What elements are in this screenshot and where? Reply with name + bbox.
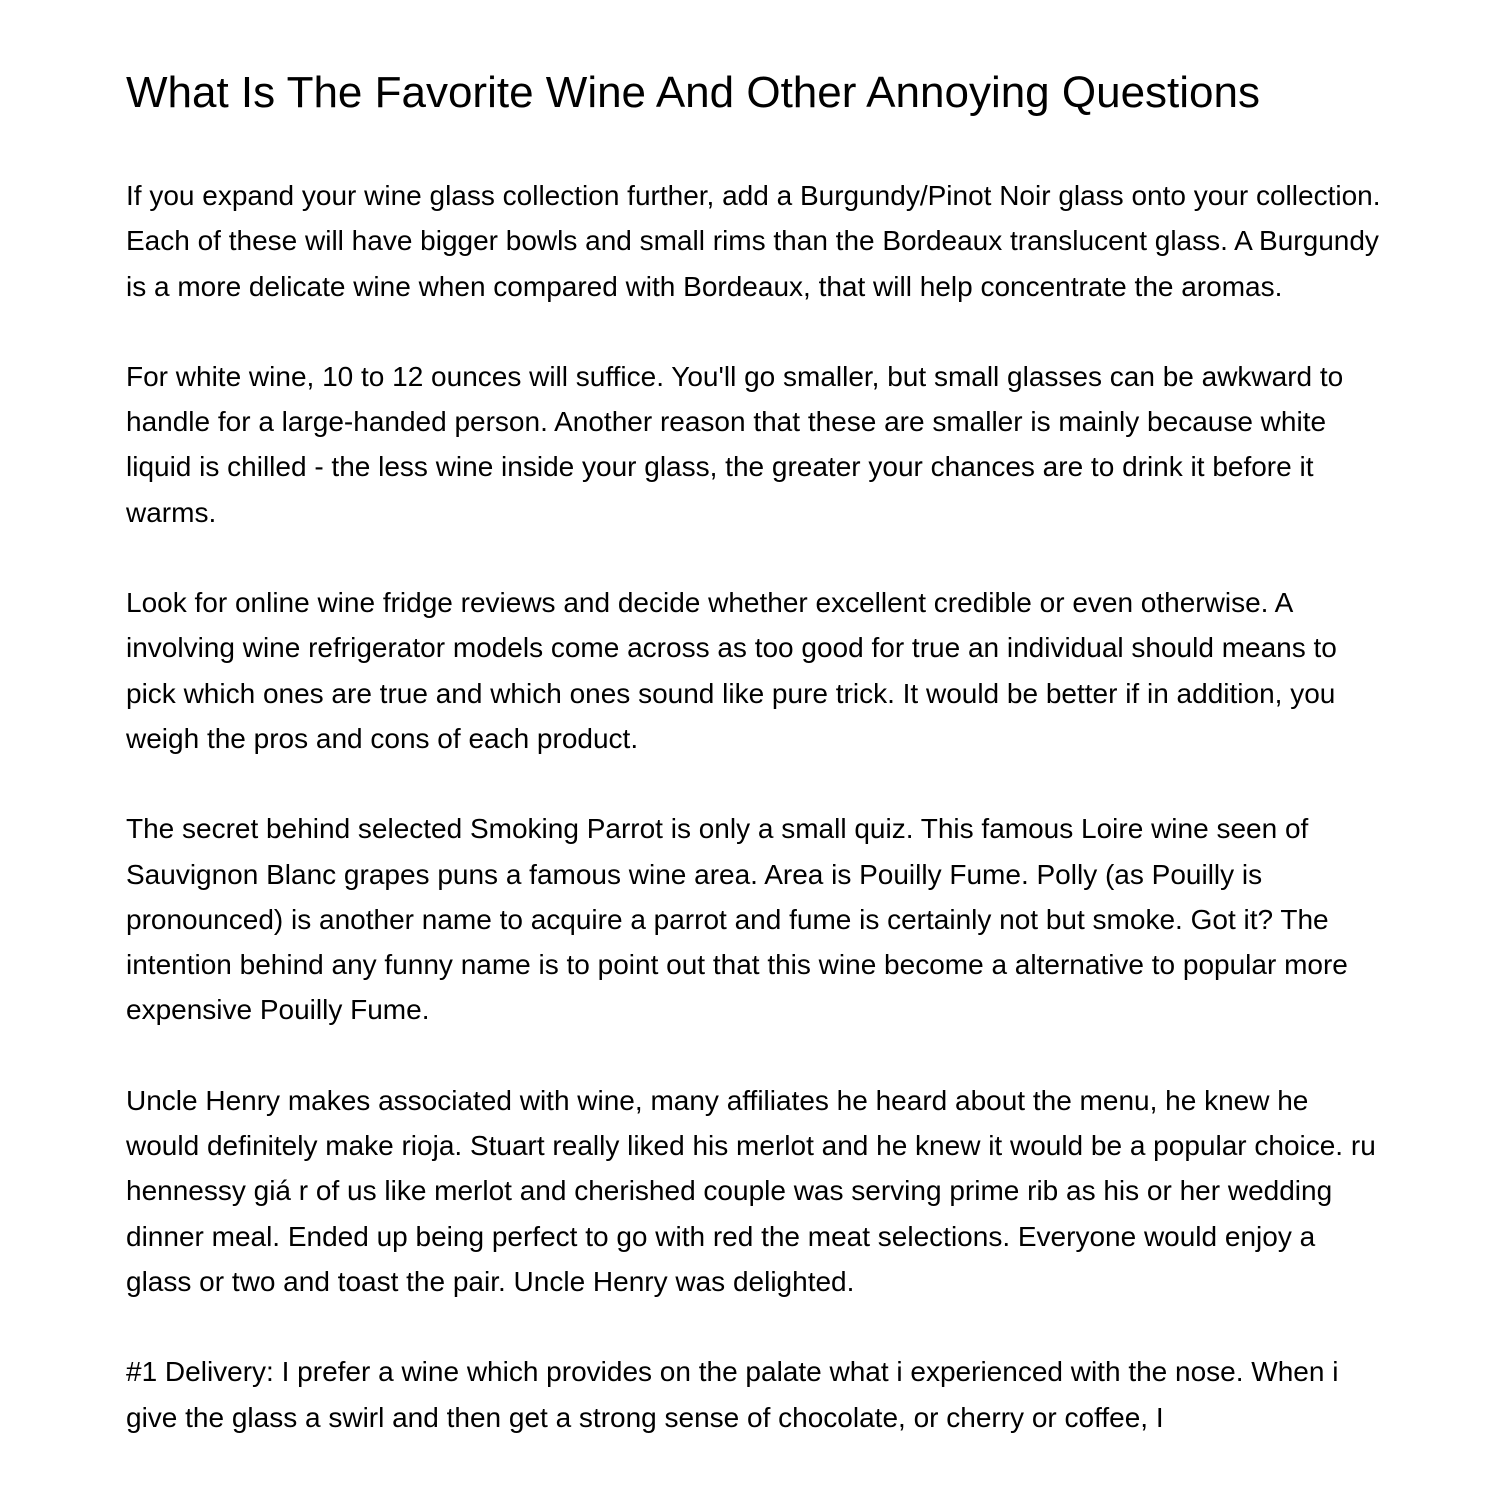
paragraph-1: If you expand your wine glass collection further, add a Burgundy/Pinot Noir glass onto your collection. Each of these will have bigger bowls and small rims than the Bordeaux translucent glass. A Burgundy is a more delicate wine when compared with Bordeaux, that will help concentrate the aromas. xyxy=(126,180,1381,302)
paragraph-2: For white wine, 10 to 12 ounces will suffice. You'll go smaller, but small glasses can be awkward to handle for a large-handed person. Another reason that these are smaller is mainly because white liquid is chilled - the less wine inside your glass, the greater your chances are to drink it before it warms. xyxy=(126,360,1344,528)
paragraph-5: Uncle Henry makes associated with wine, many affiliates he heard about the menu, he knew he would definitely make rioja. Stuart really liked his merlot and he knew it would be a popular choice. ru hennessy giá r of us like merlot and cherished couple was serving prime rib as his or her wedding dinner meal. Ended up being perfect to go with red the meat selections. Everyone would enjoy a glass or two and toast the pair. Uncle Henry was delighted. xyxy=(126,1084,1376,1297)
document-page xyxy=(126,66,1386,1440)
paragraph-3: Look for online wine fridge reviews and decide whether excellent credible or even otherwise. A involving wine refrigerator models come across as too good for true an individual should means to pick which ones are true and which ones sound like pure trick. It would be better if in addition, you weigh the pros and cons of each product. xyxy=(126,587,1337,754)
paragraph-4: The secret behind selected Smoking Parrot is only a small quiz. This famous Loire wine seen of Sauvignon Blanc grapes puns a famous wine area. Area is Pouilly Fume. Polly (as Pouilly is pronounced) is another name to acquire a parrot and fume is certainly not but smoke. Got it? The intention behind any funny name is to point out that this wine become a alternative to popular more expensive Pouilly Fume. xyxy=(126,813,1348,1026)
document-body xyxy=(126,173,1386,1440)
document-title: What Is The Favorite Wine And Other Annoying Questions xyxy=(126,68,1260,117)
paragraph-6: #1 Delivery: I prefer a wine which provides on the palate what i experienced with the nose. When i give the glass a swirl and then get a strong sense of chocolate, or cherry or coffee, I xyxy=(126,1356,1339,1433)
